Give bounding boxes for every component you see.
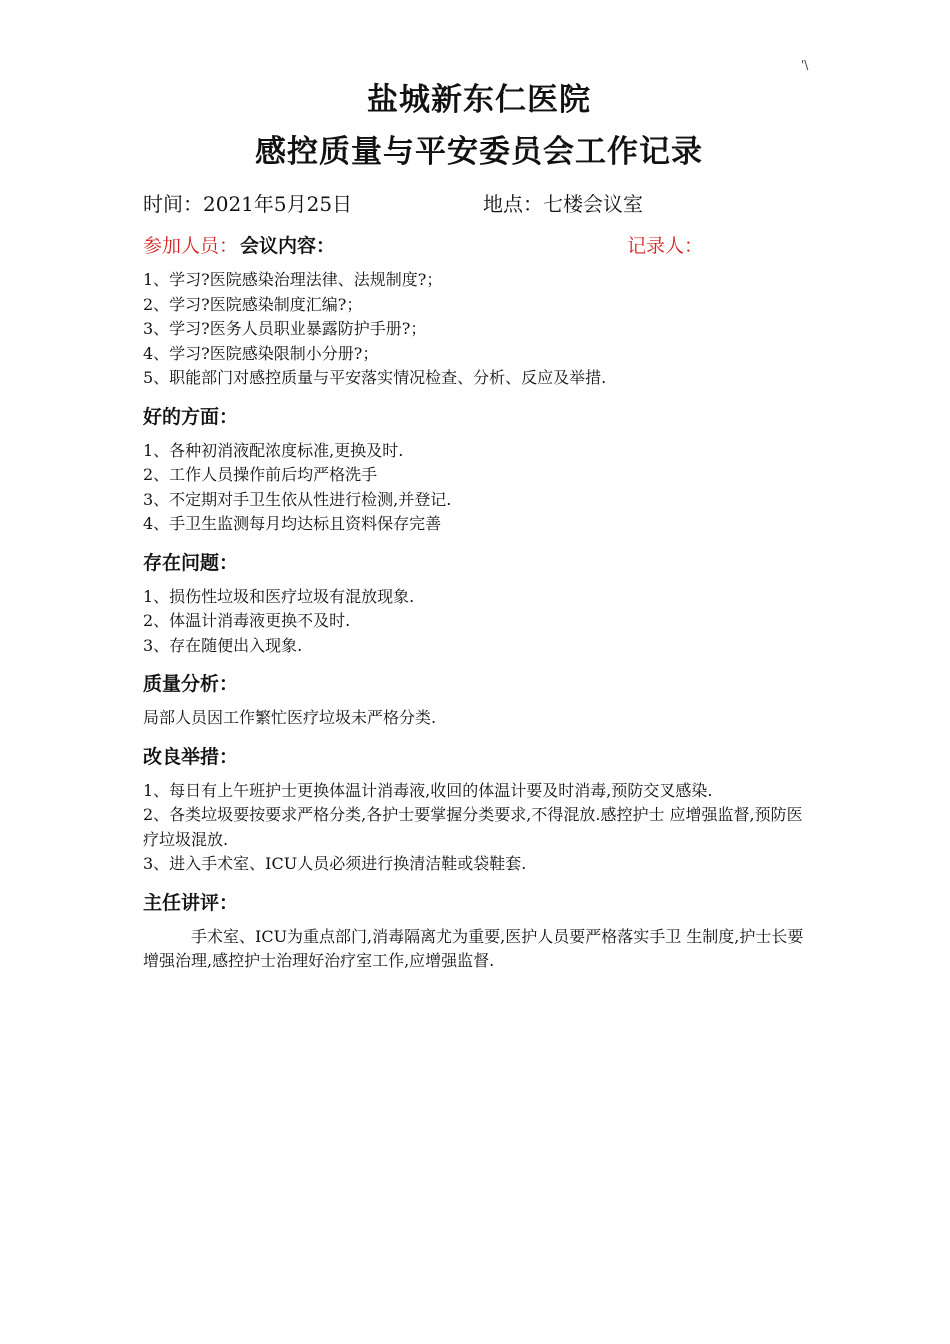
document-page — [143, 78, 815, 974]
list-item: 4、手卫生监测每月均达标且资料保存完善 — [143, 514, 442, 533]
list-item: 2、体温计消毒液更换不及时. — [143, 611, 351, 630]
list-item: 3、学习?医务人员职业暴露防护手册?； — [143, 319, 427, 338]
list-item: 5、职能部门对感控质量与平安落实情况检查、分析、反应及举措. — [143, 368, 607, 387]
list-item: 3、不定期对手卫生依从性进行检测,并登记. — [143, 489, 452, 509]
list-item: 3、进入手术室、ICU人员必须进行换清洁鞋或袋鞋套. — [143, 854, 527, 873]
meeting-time: 时间：2021年5月25日 — [143, 192, 353, 216]
list-item: 2、学习?医院感染制度汇编?； — [143, 294, 363, 314]
list-item: 1、学习?医院感染治理法律、法规制度?； — [143, 270, 443, 289]
analysis-heading: 质量分析： — [143, 673, 239, 695]
meeting-content-label: 会议内容： — [240, 235, 336, 257]
director-comments-text: 手术室、ICU为重点部门,消毒隔离尤为重要,医护人员要严格落实手卫 生制度,护士长要增强治理,感控护士治理好治疗室工作,应增强监督. — [143, 926, 804, 970]
meta-row — [143, 188, 815, 220]
participants-label: 参加人员： — [143, 235, 239, 257]
problems-heading: 存在问题： — [143, 551, 239, 574]
good-aspects-list — [143, 439, 815, 537]
meeting-items-list — [143, 268, 815, 391]
attendance-row — [143, 230, 815, 262]
list-item: 2、各类垃圾要按要求严格分类,各护士要掌握分类要求,不得混放.感控护士 应增强监督,预防医疗垃圾混放. — [143, 805, 803, 849]
director-comments-heading: 主任讲评： — [143, 891, 239, 914]
list-item: 2、工作人员操作前后均严格洗手 — [143, 465, 378, 484]
hospital-name: 盐城新东仁医院 — [367, 82, 591, 118]
list-item: 1、损伤性垃圾和医疗垃圾有混放现象. — [143, 586, 415, 606]
record-title: 感控质量与平安委员会工作记录 — [255, 134, 703, 170]
good-aspects-heading: 好的方面： — [143, 405, 239, 428]
improvements-heading: 改良举措： — [143, 745, 239, 768]
list-item: 3、存在随便出入现象. — [143, 635, 303, 655]
meeting-place: 地点：七楼会议室 — [483, 192, 643, 216]
corner-mark: '\ — [801, 58, 809, 72]
recorder-label: 记录人： — [626, 235, 703, 257]
list-item: 1、每日有上午班护士更换体温计消毒液,收回的体温计要及时消毒,预防交叉感染. — [143, 780, 713, 800]
list-item: 4、学习?医院感染限制小分册?； — [143, 343, 379, 363]
list-item: 1、各种初消液配浓度标准,更换及时. — [143, 440, 404, 460]
improvements-list — [143, 779, 815, 877]
problems-list — [143, 585, 815, 659]
analysis-text: 局部人员因工作繁忙医疗垃圾未严格分类. — [143, 708, 437, 727]
